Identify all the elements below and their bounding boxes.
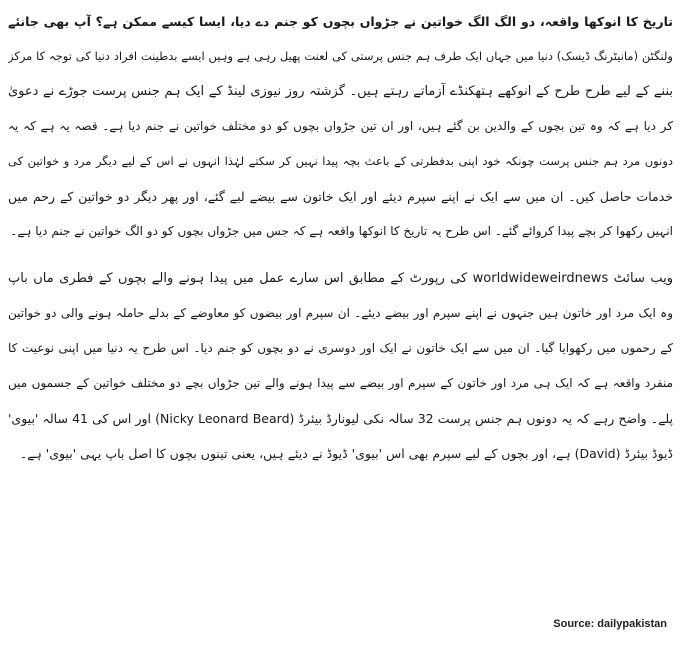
text-line: ولنگٹن (مانیٹرنگ ڈیسک) دنیا میں جہاں ایک طرف ہم جنس پرستی کی لعنت پھیل رہی ہے وہیں ایسے بدطینت افراد دنیا کی توجہ کا مرکز [8, 49, 673, 63]
article-body [8, 4, 673, 471]
text-line: بننے کے لیے طرح طرح کے انوکھے ہتھکنڈے آزماتے رہتے ہیں۔ گزشتہ روز نیوزی لینڈ کے ایک ہم جنس پرست جوڑے نے دعویٰ [8, 84, 673, 99]
text-line: پلے۔ واضح رہے کہ یہ دونوں ہم جنس پرست 32 سالہ نکی لیونارڈ بیئرڈ (Nicky Leonard Beard) اور اس کی 41 سالہ 'بیوی' [8, 411, 673, 426]
paragraph-1 [8, 4, 673, 249]
text-line: کے رحموں میں رکھوایا گیا۔ ان میں سے ایک خاتون نے ایک اور دوسری نے دو بچوں کو جنم دیا۔ اس طرح یہ دنیا میں اپنی نوعیت کا [8, 341, 673, 355]
text-line: ڈیوڈ بیئرڈ (David) ہے، اور بچوں کے لیے سپرم بھی اس 'بیوی' ڈیوڈ نے دیئے ہیں، یعنی تینوں بچوں کا اصل باپ یہی 'بیوی' ہے۔ [19, 446, 673, 461]
text-line: خدمات حاصل کیں۔ ان میں سے ایک نے اپنے سپرم دیئے اور ایک خاتون سے بیضے لیے گئے، اور پھر دیگر دو خواتین کے رحم میں [8, 189, 673, 204]
text-line: منفرد واقعہ ہے کہ ایک ہی مرد اور خاتون کے سپرم اور بیضے سے پیدا ہونے والے تین جڑواں بچے دو مختلف خواتین کے جسموں میں [8, 376, 673, 390]
headline-line: تاریخ کا انوکھا واقعہ، دو الگ الگ خواتین نے جڑواں بچوں کو جنم دے دیا، ایسا کیسے ممکن ہے؟ آپ بھی جانئے [8, 14, 673, 29]
text-line: وہ ایک مرد اور خاتون ہیں جنہوں نے اپنے سپرم اور بیضے دیئے۔ ان سپرم اور بیضوں کو معاوضے کے بدلے حاملہ ہونے والی دو خواتین [8, 306, 673, 320]
text-line: انہیں رکھوا کر بچے پیدا کروائے گئے۔ اس طرح یہ تاریخ کا انوکھا واقعہ ہے کہ جس میں جڑواں بچوں کو دو الگ خواتین نے جنم دیا ہے۔ [10, 224, 673, 238]
paragraph-2 [8, 261, 673, 471]
paragraph-spacer [8, 249, 673, 261]
source-credit: Source: dailypakistan [553, 618, 667, 630]
text-line: ویب سائٹ worldwideweirdnews کی رپورٹ کے مطابق اس سارے عمل میں پیدا ہونے والے بچوں کے فطری ماں باپ [8, 271, 673, 286]
text-line: کر دیا ہے کہ وہ تین بچوں کے والدین بن گئے ہیں، اور ان تین جڑواں بچوں کو دو مختلف خواتین نے جنم دیا ہے۔ قصہ یہ ہے کہ یہ [8, 119, 673, 133]
text-line: دونوں مرد ہم جنس پرست چونکہ خود اپنی بدفطرتی کے باعث بچہ پیدا نہیں کر سکتے لہٰذا انہوں نے اس کے لیے دیگر مرد و خواتین کی [8, 154, 673, 168]
